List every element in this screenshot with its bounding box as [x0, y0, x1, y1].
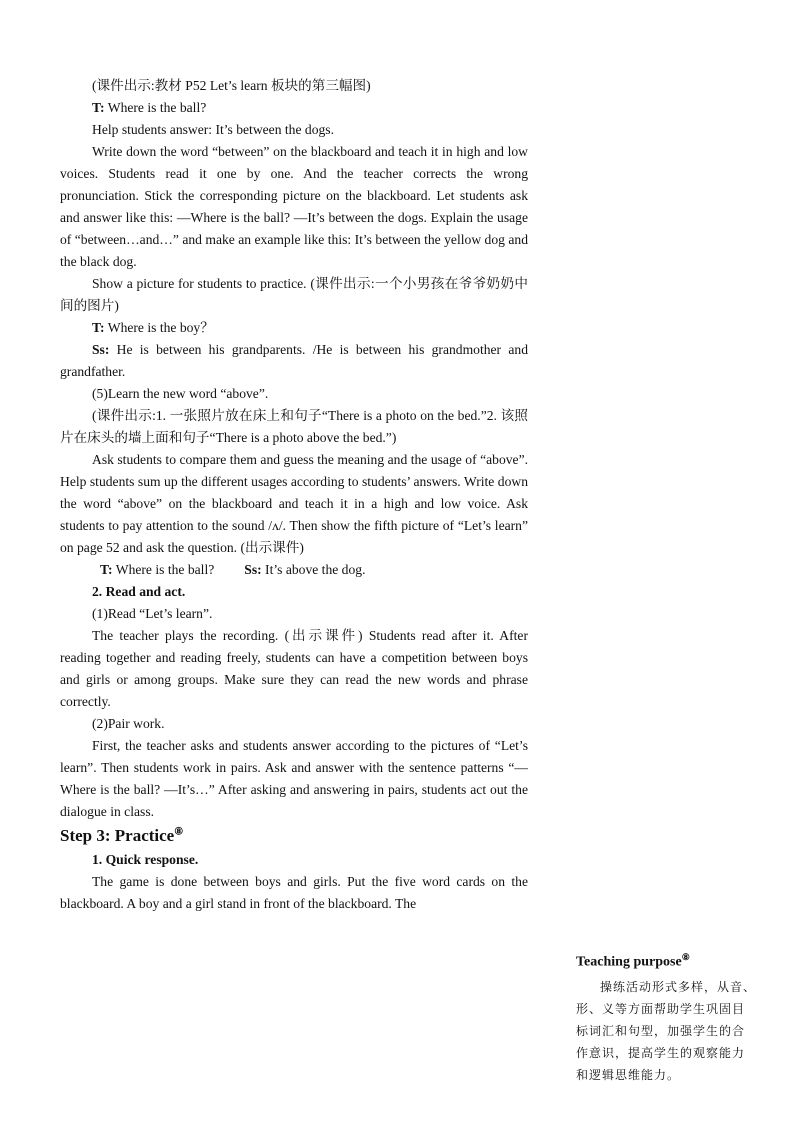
dialogue-line	[60, 317, 528, 339]
paragraph: Help students answer: It’s between the dogs.	[92, 122, 334, 137]
teaching-purpose-note	[576, 946, 756, 1086]
note-body: 操练活动形式多样，从音、形、义等方面帮助学生巩固目标词汇和句型，加强学生的合作意识，提高学生的观察能力和逻辑思维能力。	[576, 979, 757, 1082]
dialogue-text: He is between his grandparents. /He is between his grandmother and grandfather.	[60, 342, 528, 379]
step-heading: Step 3: Practice⑧	[60, 826, 184, 845]
note-heading: Teaching purpose⑧	[576, 952, 690, 970]
paragraph: Show a picture for students to practice. (课件出示:一个小男孩在爷爷奶奶中间的图片)	[60, 276, 528, 313]
main-column	[60, 75, 528, 915]
paragraph: (2)Pair work.	[92, 716, 165, 731]
paragraph: Ask students to compare them and guess the meaning and the usage of “above”. Help students sum up the different usages according to students’ answers. Write down the word “above” on the blackboard and teach it in a high and low voice. Ask students to pay attention to the sound /ʌ/. Then show the fifth picture of “Let’s learn” on page 52 and ask the question. (出示课件)	[60, 452, 528, 555]
speaker-label: T:	[92, 320, 105, 335]
footnote-marker: ⑧	[681, 952, 690, 962]
dialogue-line	[60, 559, 528, 581]
paragraph: First, the teacher asks and students answer according to the pictures of “Let’s learn”. Then students work in pairs. Ask and answer with the sentence patterns “—Where is the ball? —It’s…” After asking and answering in pairs, students act out the dialogue in class.	[60, 738, 528, 819]
paragraph: (5)Learn the new word “above”.	[92, 386, 269, 401]
speaker-label: T:	[92, 100, 105, 115]
dialogue-text: Where is the ball?	[112, 562, 215, 577]
paragraph: (课件出示:1. 一张照片放在床上和句子“There is a photo on the bed.”2. 该照片在床头的墙上面和句子“There is a photo above the bed.”)	[60, 408, 528, 445]
footnote-marker: ⑧	[174, 826, 184, 838]
dialogue-line	[60, 339, 528, 383]
paragraph: (课件出示:教材 P52 Let’s learn 板块的第三幅图)	[92, 78, 371, 93]
speaker-label: Ss:	[244, 562, 262, 577]
dialogue-line	[60, 97, 528, 119]
paragraph: (1)Read “Let’s learn”.	[92, 606, 213, 621]
paragraph: Write down the word “between” on the blackboard and teach it in high and low voices. Students read it one by one. And the teacher corrects the wrong pronunciation. Stick the corresponding picture on the blackboard. Let students ask and answer like this: —Where is the ball? —It’s between the dogs. Explain the usage of “between…and…” and make an example like this: It’s between the yellow dog and the black dog.	[60, 144, 528, 269]
dialogue-text: Where is the ball?	[104, 100, 207, 115]
dialogue-text: It’s above the dog.	[261, 562, 366, 577]
speaker-label: Ss:	[92, 342, 110, 357]
section-heading: 2. Read and act.	[92, 584, 186, 599]
speaker-label: T:	[100, 562, 113, 577]
paragraph: The teacher plays the recording. (出示课件) Students read after it. After reading together and reading freely, students can have a competition between boys and girls or among groups. Make sure they can read the new words and phrase correctly.	[60, 628, 528, 709]
paragraph: The game is done between boys and girls. Put the five word cards on the blackboard. A boy and a girl stand in front of the blackboard. The	[60, 874, 528, 911]
dialogue-text: Where is the boy？	[104, 320, 214, 335]
section-heading: 1. Quick response.	[92, 852, 199, 867]
